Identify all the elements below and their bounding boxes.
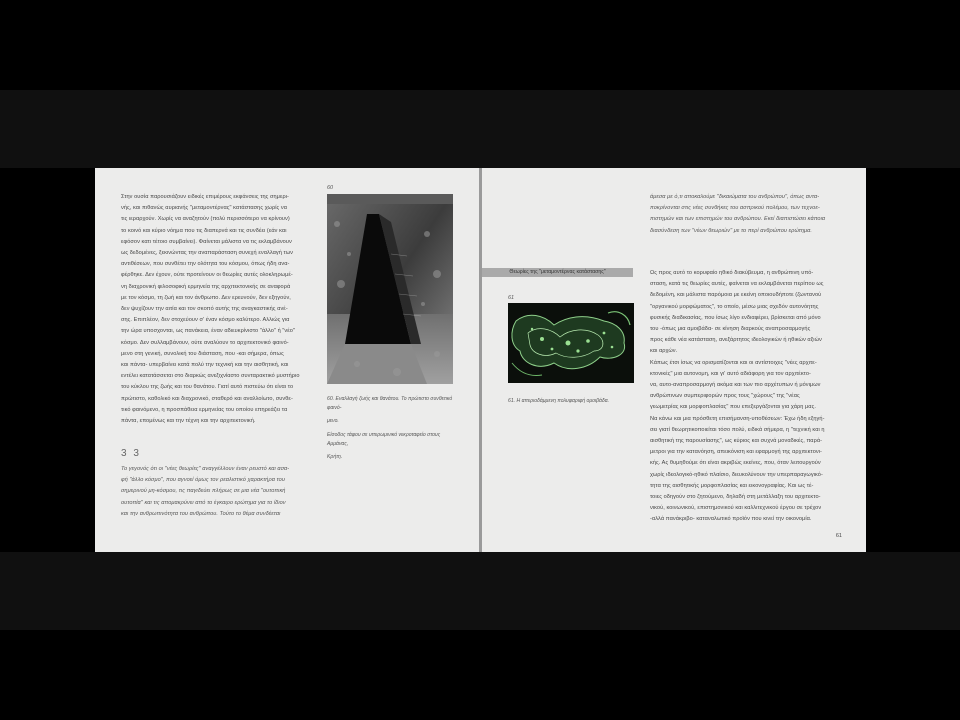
page-number: 61 xyxy=(835,533,842,539)
body-text-line: Στην ουσία παρουσιάζουν ειδικές επιμέρους εκφάνσεις της σημερι- xyxy=(121,194,289,200)
letterbox-top xyxy=(0,90,960,168)
amoeba-micrograph-image xyxy=(508,303,634,383)
body-text-line: με τον κόσμο, τη ζωή και τον άνθρωπο. Δεν ερευνούν, δεν εξηγούν, xyxy=(121,294,291,301)
section-text-line: και την ανθρωπινότητα του ανθρώπου. Τούτο το θέμα συνδέεται xyxy=(121,510,281,517)
body-text-line: και αρχών. xyxy=(650,348,678,355)
section-text-line: ουτοπία" και τις απομακρύνει από το έγκαιρο ερώτημα για το ίδιον xyxy=(121,499,286,506)
section-text-line: σημερινού μη-κόσμου, τις παγιδεύει πλήρως σε μια νέα "ουτοπική xyxy=(121,488,286,495)
body-text-line: Ως προς αυτό το κορυφαίο ηθικό διακύβευμα, η ανθρώπινη υπό- xyxy=(650,270,814,276)
body-text-line: Να κάνω και μια πρόσθετη επισήμανση-υποθέσεων: Έχω ήδη εξηγή- xyxy=(650,415,825,422)
body-text-line: σης. Επιπλέον, δεν στοχεύουν σ' έναν κόσμο καλύτερο. Αλλιώς για xyxy=(121,317,290,324)
caption-line: 60. Εναλλαγή ζωής και θανάτου. Το πρώτιστο συνθετικό φαινό- xyxy=(327,396,453,411)
figure-60-number: 60 xyxy=(327,185,334,191)
caption-line: μενο. xyxy=(327,418,339,425)
intro-text-line: διασύνδεση των "νέων θεωριών" με το περί ανθρώπου ερώτημα. xyxy=(650,227,813,234)
intro-text-line: πιστημών και των επιστημών του ανθρώπου. Εκεί διαπιστώσει κάποια xyxy=(650,216,826,223)
body-text-line: νής, και πιθανώς αυριανής "μεταμοντέρνας" κατάστασης χωρίς να xyxy=(121,205,288,212)
figure-61-caption: 61. Η απεριοδάμμενη πολυφαριφή ομοιβάδα. xyxy=(508,398,610,404)
caption-line: Είσοδος τάφου σε υπερωμινικό νεκροταφείο στους Αμμάνας, xyxy=(327,432,441,447)
right-body-text xyxy=(650,268,846,526)
body-text-line: κόσμο. Δεν συλλαμβάνουν, ούτε αναλύουν το αρχιτεκτονικό φαινό- xyxy=(121,339,289,346)
body-text-line: ανθρώπινων συμπεριφορών προς τους "χώρους" της "νέας xyxy=(650,393,800,400)
left-body-text xyxy=(121,192,317,427)
body-text-line: τικό φαινόμενο, η προσπάθεια ερμηνείας του οποίου επηρεάζει τα xyxy=(121,406,288,413)
figure-60-photo xyxy=(327,194,453,384)
tomb-entrance-image xyxy=(327,194,453,384)
body-text-line: του -όπως μια αμοιβάδα- σε κίνηση διαρκούς αναπροσαρμογής xyxy=(650,326,811,333)
body-text-line: πρώτιστο, καθολικό και διαχρονικό, σταθερό και αναλλοίωτο, συνθε- xyxy=(121,395,293,402)
body-text-line: προς κάθε νέα κατάσταση, ανεξάρτητος ιδεολογικών ή ηθικών αξιών xyxy=(650,337,822,344)
body-text-line: τοιες οδηγούν στο ζητούμενο, δηλαδή στη μετάλλαξη του αρχιτεκτο- xyxy=(650,494,821,501)
body-text-line: σταση, κατά τις θεωρίες αυτές, φαίνεται να εκλαμβάνεται περίπου ως xyxy=(650,281,824,288)
body-text-line: μετροι για την κατανόηση, απεικόνιση και εφαρμογή της αρχιτεκτονι- xyxy=(650,449,822,456)
figure-61-number: 61 xyxy=(508,295,515,301)
left-page xyxy=(95,168,479,552)
book-spread xyxy=(95,168,866,552)
body-text-line: φυσικής διαδικασίας, που ίσως λίγο ενδιαφέρει, βρίσκεται από μόνο xyxy=(650,314,821,321)
body-text-line: χωρίς ιδεολογικό-ηθικό πλαίσιο, διευκολύνουν την υπερπαραγωγικό- xyxy=(650,471,823,478)
body-text-line: νικού, κοινωνικού, επιστημονικού και καλλιτεχνικού έργου σε τρέχον xyxy=(650,505,822,512)
body-text-line: ως δεδομένες, ξεκινώντας την αναπαράσταση συνεχή εναλλαγή των xyxy=(121,250,294,257)
body-text-line: αισθητική της παρουσίασης", ως κύριος και συχνά μοναδικές, παρά- xyxy=(650,438,823,445)
body-text-line: αντιθέσεων, που συνθέτει την ολότητα του κόσμου, όπως ήδη ανα- xyxy=(121,261,290,268)
body-text-line: δεδομένη, και μάλιστα παρόμοια με εκείνη οποιουδήποτε (ζωντανού xyxy=(650,292,822,299)
body-text-line: εφόσον κατι τέτοιο συμβαίνει). Φαίνεται μάλιστα να τις εκλαμβάνουν xyxy=(121,238,292,245)
body-text-line: πάντα, επομένως και την τέχνη και την αρχιτεκτονική. xyxy=(121,418,256,425)
body-text-line: του κύκλου της ζωής και του θανάτου. Γιατί αυτό πιστεύω ότι είναι το xyxy=(121,384,294,391)
body-text-line: φέρθηκε. Δεν έχουν, ούτε προτείνουν οι θεωρίες αυτές ολοκληρωμέ- xyxy=(121,272,293,279)
body-text-line: -αλλά πανάκριβο- καταναλωτικό προϊόν που κινεί την οικονομία. xyxy=(650,516,812,523)
section-intro-text xyxy=(121,464,317,520)
body-text-line: κτονικές" μια αυτονομη, και γι' αυτό αδιάφορη για τον αρχιτέκτο- xyxy=(650,370,811,377)
body-text-line: την ώρα υποσχονται, ως πανάκεια, έναν αδιευκρίνιστο "άλλο" ή "νέο" xyxy=(121,328,295,335)
caption-line: Κρήτη. xyxy=(327,454,343,461)
body-text-line: μενο στη γενική, συνολική του διάσταση, που -και σήμερα, όπως xyxy=(121,350,284,357)
intro-text-line: ποκρίνονται στις νέες συνθήκες του ασπρικού πολέμου, των τεχνοε- xyxy=(650,205,820,212)
letterbox-bottom xyxy=(0,552,960,630)
body-text-line: το κοινό και κύριο νόημα που τις διαπερνά και τις συνδέει (εάν και xyxy=(121,227,287,234)
body-text-line: σει γιατί θεωρητικοποιείται τόσο πολύ, ειδικά σήμερα, η "τεχνική και η xyxy=(650,426,825,433)
body-text-line: τητα της αισθητικής μορφοπλασίας και εικονογραφίας. Και ως τέ- xyxy=(650,482,814,489)
figure-60-caption xyxy=(327,390,457,467)
body-text-line: τις ιεραρχούν. Χωρίς να αναζητούν (πολύ περισσότερο να κρίνουν) xyxy=(121,216,290,223)
right-page xyxy=(482,168,866,552)
figure-61-photo xyxy=(508,303,634,383)
body-text-line: κής. Ας θυμηθούμε ότι είναι ακριβώς εκείνες, που, όταν λειτουργούν xyxy=(650,460,821,467)
body-text-line: "οργανικού μορφώματος", το οποίο, μέσω μιας σχεδόν αυτονόητης xyxy=(650,303,819,310)
section-number: 3 3 xyxy=(121,448,141,459)
section-text-line: Το γεγονός ότι οι "νέες θεωρίες" αναγγέλλουν έναν ρευστό και ασα- xyxy=(121,466,290,472)
body-text-line: και πάντα- υπερβαίνει κατά πολύ την τεχνική και την αισθητική, και xyxy=(121,362,289,369)
section-text-line: φή "άλλο κόσμο", που αγνοεί όμως τον ρεαλιστικό χαρακτήρα του xyxy=(121,477,285,484)
body-text-line: δεν ψυχίζουν την αιτία και τον σκοπό αυτής της αναγκαστικής ανέ- xyxy=(121,306,288,313)
intro-text-line: άμεσα με ό,τι αποκαλούμε "δικαιώματα του ανθρώπου", όπως αντα- xyxy=(650,194,820,200)
body-text-line: να, αυτο-αναπροσαρμογή ακόμα και των πιο αρχέτυπων ή μόνιμων xyxy=(650,382,821,389)
body-text-line: γεωμετρίας και μορφοπλασίας" που επεξεργάζονται για χάρη μας. xyxy=(650,404,816,411)
right-intro-text xyxy=(650,192,846,237)
section-tab xyxy=(482,268,633,277)
body-text-line: εντέλει κατατάσσεται στο διαρκώς ανεξιχνίαστο συνταρακτικό μυστήριο xyxy=(121,373,300,380)
body-text-line: νη διαχρονική φιλοσοφική ερμηνεία της αρχιτεκτονικής σε αναφορά xyxy=(121,283,291,290)
section-tab-label: Θεωρίες της "μεταμοντέρνας κατάστασης" xyxy=(509,269,606,275)
body-text-line: Κάπως έτσι ίσως να ορισματίζονται και οι αντίστοιχες "νέες αρχιτε- xyxy=(650,359,817,366)
